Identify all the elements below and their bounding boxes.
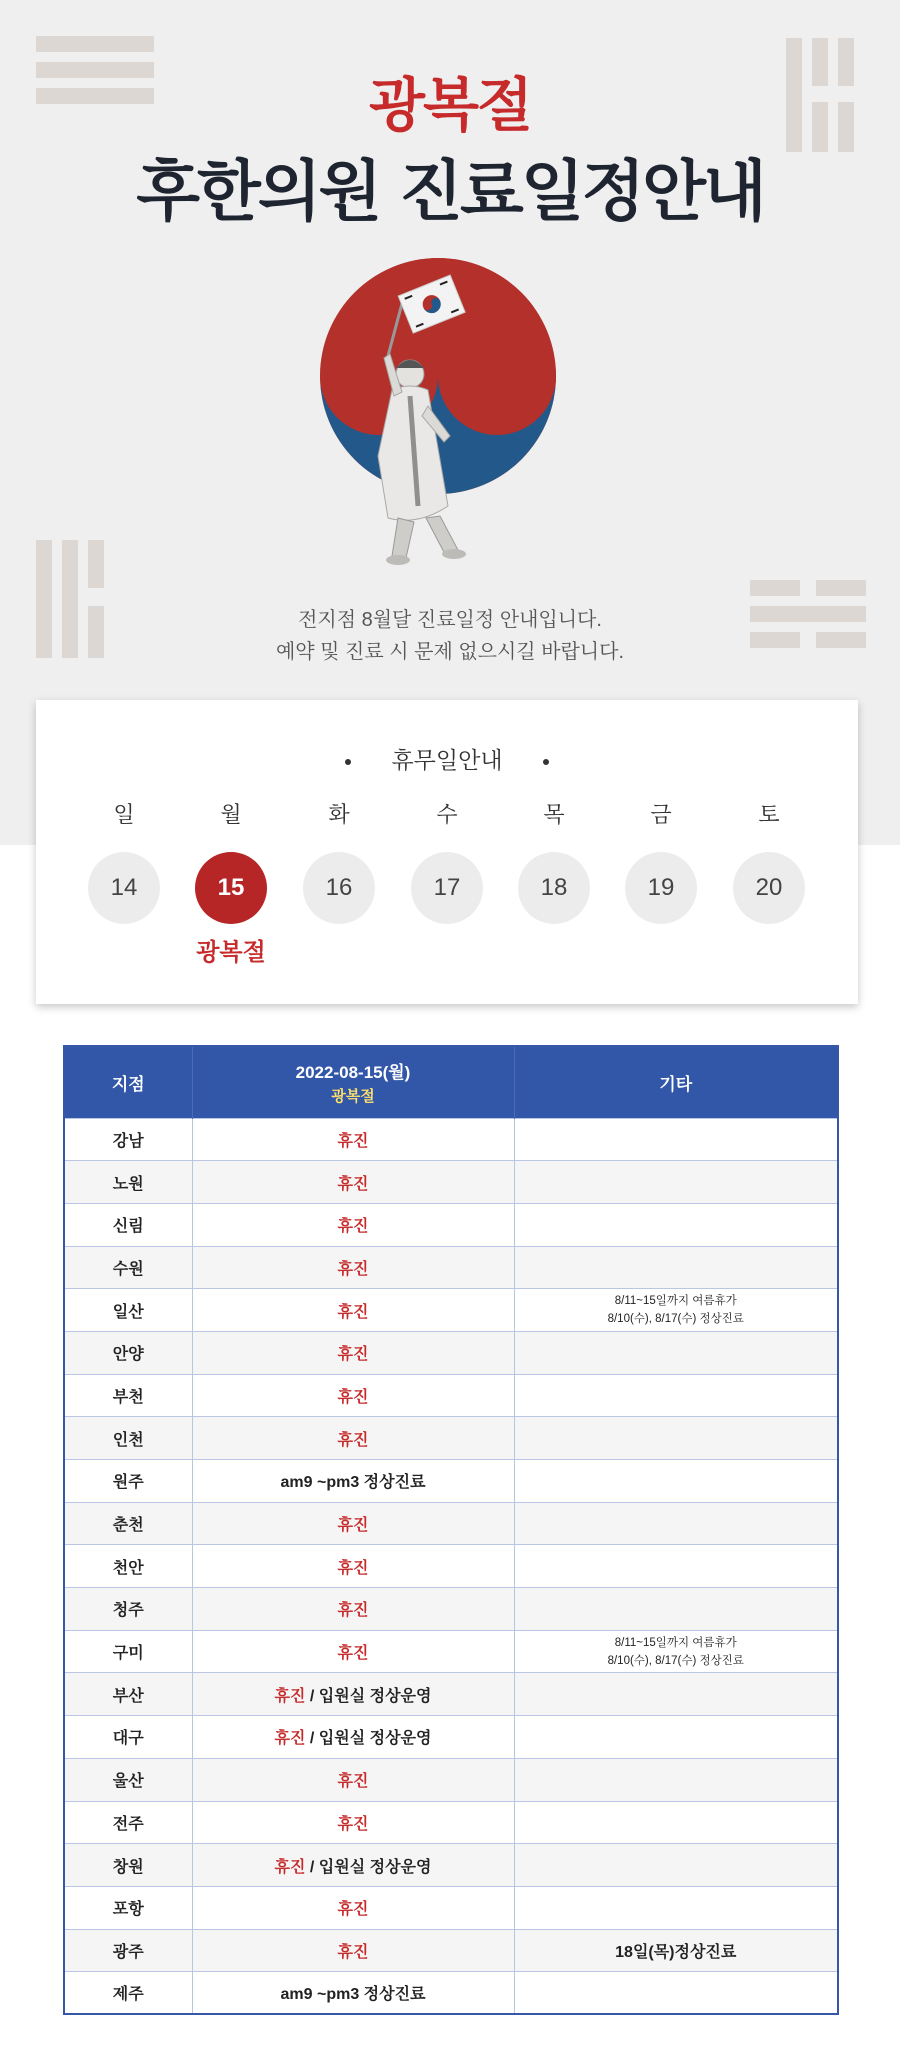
etc-cell xyxy=(514,1716,838,1759)
status-text: 휴진 xyxy=(337,1303,369,1321)
status-cell xyxy=(192,1460,514,1503)
table-row xyxy=(64,1460,838,1503)
table-row xyxy=(64,1374,838,1417)
table-row xyxy=(64,1331,838,1374)
table-row xyxy=(64,1289,838,1332)
holiday-label: 광복절 xyxy=(196,939,266,966)
status-extra-text: / 입원실 정상운영 xyxy=(305,1730,432,1748)
day-14: 14 xyxy=(88,852,160,924)
status-text: 휴진 xyxy=(337,1132,369,1150)
etc-cell xyxy=(514,1289,838,1332)
bullet-dot-left xyxy=(345,759,351,765)
status-text: 휴진 xyxy=(337,1260,369,1278)
taegeuk-illustration xyxy=(318,256,558,586)
status-text: 휴진 xyxy=(274,1687,306,1705)
table-row xyxy=(64,1886,838,1929)
status-text: 휴진 xyxy=(337,1901,369,1919)
status-cell xyxy=(192,1844,514,1887)
weekday-fri: 금 xyxy=(650,802,672,827)
header-branch: 지점 xyxy=(64,1046,192,1118)
branch-cell: 신림 xyxy=(64,1203,192,1246)
holiday-title-text: 광복절 xyxy=(368,71,532,139)
status-text: 휴진 xyxy=(337,1773,369,1791)
calendar-title-text: 휴무일안내 xyxy=(391,748,503,774)
closure-calendar-card xyxy=(36,700,858,1004)
weekday-wed: 수 xyxy=(436,802,458,827)
day-18: 18 xyxy=(518,852,590,924)
status-text: 휴진 xyxy=(337,1431,369,1449)
status-text: 휴진 xyxy=(337,1815,369,1833)
intro-line-1: 전지점 8월달 진료일정 안내입니다. xyxy=(298,609,602,631)
status-cell xyxy=(192,1289,514,1332)
header-date xyxy=(192,1046,514,1118)
branch-cell: 노원 xyxy=(64,1161,192,1204)
table-row xyxy=(64,1844,838,1887)
calendar-title xyxy=(36,742,858,775)
header-date-text: 2022-08-15(월) xyxy=(295,1063,411,1083)
status-text: 휴진 xyxy=(337,1218,369,1236)
branch-cell: 전주 xyxy=(64,1801,192,1844)
status-text: 휴진 xyxy=(337,1346,369,1364)
status-text: 휴진 xyxy=(337,1175,369,1193)
weekday-sun: 일 xyxy=(113,802,135,827)
status-cell xyxy=(192,1161,514,1204)
etc-cell xyxy=(514,1673,838,1716)
etc-cell xyxy=(514,1758,838,1801)
etc-cell xyxy=(514,1417,838,1460)
day-19: 19 xyxy=(625,852,697,924)
bullet-dot-right xyxy=(543,759,549,765)
status-cell xyxy=(192,1801,514,1844)
day-15-holiday: 15 xyxy=(195,852,267,924)
status-cell xyxy=(192,1246,514,1289)
status-cell xyxy=(192,1374,514,1417)
branch-cell: 수원 xyxy=(64,1246,192,1289)
table-row xyxy=(64,1203,838,1246)
etc-cell xyxy=(514,1161,838,1204)
day-16: 16 xyxy=(303,852,375,924)
table-row xyxy=(64,1417,838,1460)
status-cell xyxy=(192,1502,514,1545)
etc-note-line-1: 8/11~15일까지 여름휴가 xyxy=(614,1636,737,1649)
etc-note-line-2: 8/10(수), 8/17(수) 정상진료 xyxy=(607,1654,744,1667)
weekday-thu: 목 xyxy=(543,802,565,827)
intro-line-2: 예약 및 진료 시 문제 없으시길 바랍니다. xyxy=(275,641,625,663)
branch-cell: 구미 xyxy=(64,1630,192,1673)
etc-cell xyxy=(514,1118,838,1161)
etc-cell xyxy=(514,1972,838,2015)
day-20: 20 xyxy=(733,852,805,924)
table-row xyxy=(64,1161,838,1204)
branch-cell: 안양 xyxy=(64,1331,192,1374)
table-row xyxy=(64,1929,838,1972)
status-cell xyxy=(192,1417,514,1460)
branch-cell: 부천 xyxy=(64,1374,192,1417)
table-row xyxy=(64,1716,838,1759)
header-etc: 기타 xyxy=(514,1046,838,1118)
branch-cell: 청주 xyxy=(64,1588,192,1631)
status-cell xyxy=(192,1331,514,1374)
status-cell xyxy=(192,1588,514,1631)
etc-cell xyxy=(514,1801,838,1844)
intro-text xyxy=(0,604,900,668)
table-row xyxy=(64,1630,838,1673)
branch-cell: 울산 xyxy=(64,1758,192,1801)
etc-cell xyxy=(514,1203,838,1246)
table-row xyxy=(64,1972,838,2015)
status-text: 휴진 xyxy=(274,1730,306,1748)
etc-cell xyxy=(514,1844,838,1887)
main-title: 후한의원 진료일정안내 xyxy=(136,153,764,230)
branch-cell: 제주 xyxy=(64,1972,192,2015)
status-text: 휴진 xyxy=(337,1645,369,1663)
status-extra-text: am9 ~pm3 정상진료 xyxy=(280,1986,426,2004)
table-row xyxy=(64,1801,838,1844)
branch-cell: 인천 xyxy=(64,1417,192,1460)
branch-cell: 광주 xyxy=(64,1929,192,1972)
weekday-tue: 화 xyxy=(328,802,350,827)
branch-cell: 포항 xyxy=(64,1886,192,1929)
branch-cell: 대구 xyxy=(64,1716,192,1759)
status-text: 휴진 xyxy=(337,1602,369,1620)
day-17: 17 xyxy=(411,852,483,924)
branch-cell: 일산 xyxy=(64,1289,192,1332)
branch-cell: 원주 xyxy=(64,1460,192,1503)
status-extra-text: / 입원실 정상운영 xyxy=(305,1687,432,1705)
status-extra-text: am9 ~pm3 정상진료 xyxy=(280,1474,426,1492)
status-text: 휴진 xyxy=(337,1388,369,1406)
etc-cell xyxy=(514,1545,838,1588)
table-row xyxy=(64,1502,838,1545)
status-cell xyxy=(192,1545,514,1588)
branch-schedule-table xyxy=(63,1045,839,2015)
header-date-sub: 광복절 xyxy=(331,1088,375,1106)
etc-cell xyxy=(514,1460,838,1503)
status-text: 휴진 xyxy=(337,1517,369,1535)
status-cell xyxy=(192,1716,514,1759)
status-cell xyxy=(192,1673,514,1716)
weekday-sat: 토 xyxy=(758,802,780,827)
table-row xyxy=(64,1588,838,1631)
etc-cell xyxy=(514,1246,838,1289)
branch-cell: 부산 xyxy=(64,1673,192,1716)
etc-cell xyxy=(514,1588,838,1631)
table-row xyxy=(64,1545,838,1588)
table-row xyxy=(64,1758,838,1801)
etc-cell xyxy=(514,1929,838,1972)
table-header-row xyxy=(64,1046,838,1118)
status-cell xyxy=(192,1886,514,1929)
status-extra-text: / 입원실 정상운영 xyxy=(305,1858,432,1876)
etc-cell xyxy=(514,1374,838,1417)
table-row xyxy=(64,1118,838,1161)
status-text: 휴진 xyxy=(337,1559,369,1577)
etc-cell xyxy=(514,1331,838,1374)
status-text: 휴진 xyxy=(337,1943,369,1961)
status-text: 휴진 xyxy=(274,1858,306,1876)
status-cell xyxy=(192,1118,514,1161)
table-row xyxy=(64,1673,838,1716)
etc-note-line-1: 18일(목)정상진료 xyxy=(615,1943,737,1961)
status-cell xyxy=(192,1203,514,1246)
etc-note-line-1: 8/11~15일까지 여름휴가 xyxy=(614,1295,737,1308)
status-cell xyxy=(192,1929,514,1972)
table-row xyxy=(64,1246,838,1289)
etc-cell xyxy=(514,1886,838,1929)
branch-cell: 춘천 xyxy=(64,1502,192,1545)
branch-cell: 창원 xyxy=(64,1844,192,1887)
status-cell xyxy=(192,1630,514,1673)
branch-cell: 강남 xyxy=(64,1118,192,1161)
branch-cell: 천안 xyxy=(64,1545,192,1588)
etc-cell xyxy=(514,1630,838,1673)
holiday-title xyxy=(0,58,900,142)
status-cell xyxy=(192,1972,514,2015)
weekday-mon: 월 xyxy=(220,802,242,827)
etc-note-line-2: 8/10(수), 8/17(수) 정상진료 xyxy=(607,1313,744,1326)
etc-cell xyxy=(514,1502,838,1545)
status-cell xyxy=(192,1758,514,1801)
